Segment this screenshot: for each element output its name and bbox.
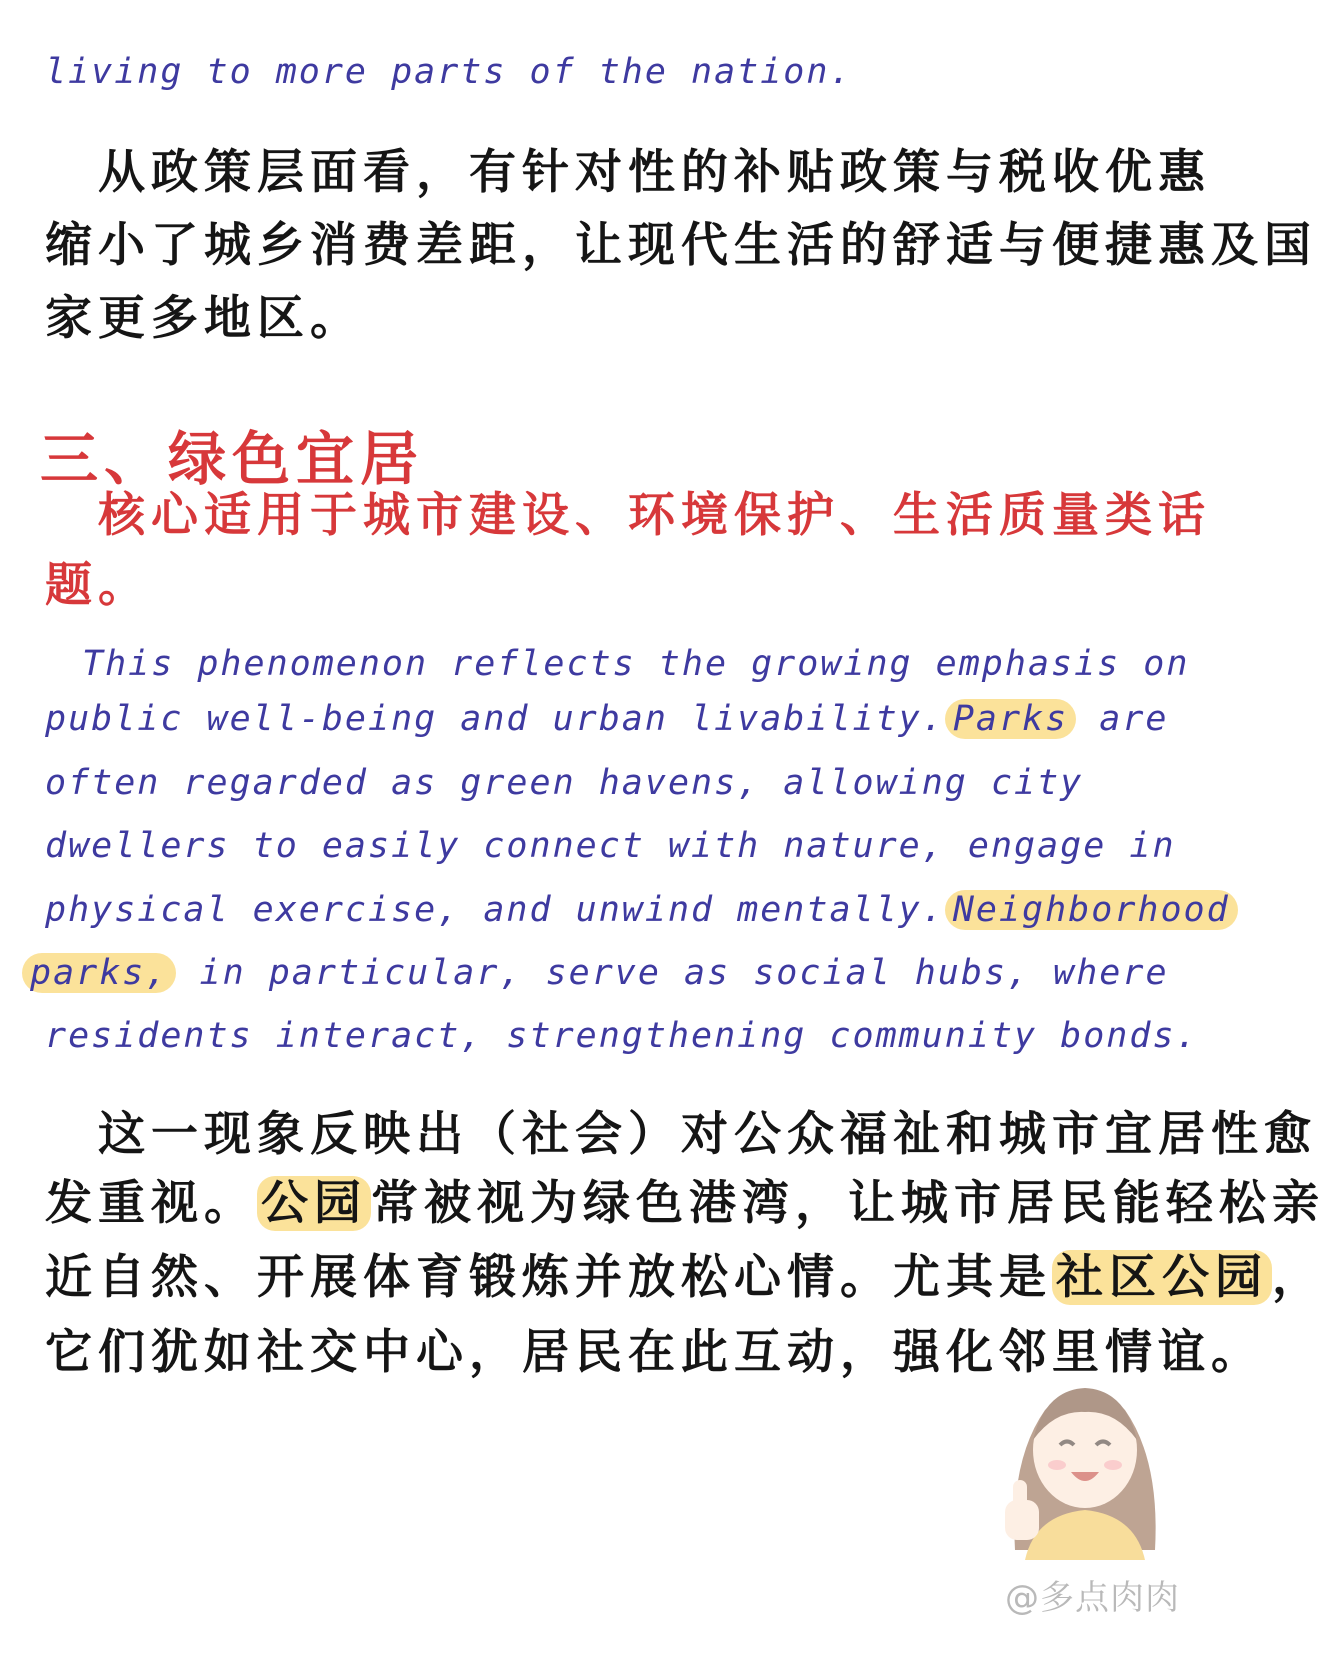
- english-paragraph-line-7: residents interact, strengthening community bonds.: [45, 1016, 1199, 1056]
- cartoon-girl-thumbs-up-icon: [985, 1340, 1185, 1560]
- english-line-2-text: public well-being and urban livability.: [45, 699, 945, 739]
- chinese-line-2-text: 发重视。: [45, 1176, 257, 1231]
- highlight-gongyuan: 公园: [257, 1176, 371, 1231]
- highlight-neighborhood: Neighborhood: [945, 890, 1238, 930]
- chinese-line-2-tail: 常被视为绿色港湾，让城市居民能轻松亲: [371, 1176, 1325, 1231]
- section-subtitle-line-2: 题。: [45, 558, 151, 613]
- highlight-parks-comma: parks,: [22, 953, 176, 993]
- section-subtitle-line-1: 核心适用于城市建设、环境保护、生活质量类话: [45, 488, 1211, 543]
- chinese-paragraph-2-line-3: [45, 1240, 1325, 1307]
- chinese-line-3-text: 近自然、开展体育锻炼并放松心情。尤其是: [45, 1250, 1052, 1305]
- english-line-6-text: in particular, serve as social hubs, where: [176, 953, 1169, 993]
- english-paragraph-line-6: [22, 953, 1169, 993]
- chinese-paragraph-1-line-2: 缩小了城乡消费差距，让现代生活的舒适与便捷惠及国: [45, 218, 1317, 273]
- english-line-5-text: physical exercise, and unwind mentally.: [45, 890, 945, 930]
- chinese-paragraph-2-line-1: 这一现象反映出（社会）对公众福祉和城市宜居性愈: [45, 1107, 1317, 1162]
- chinese-paragraph-1-line-1: 从政策层面看，有针对性的补贴政策与税收优惠: [45, 145, 1211, 200]
- english-paragraph-line-3: often regarded as green havens, allowing city: [45, 763, 1084, 803]
- english-line-top: living to more parts of the nation.: [45, 52, 853, 92]
- english-paragraph-line-2: [45, 699, 1168, 739]
- section-heading: 三、绿色宜居: [40, 425, 425, 493]
- highlight-parks: Parks: [945, 699, 1076, 739]
- english-paragraph-line-4: dwellers to easily connect with nature, engage in: [45, 826, 1176, 866]
- watermark: @多点肉肉: [1005, 1578, 1180, 1618]
- chinese-paragraph-2-line-2: [45, 1166, 1325, 1233]
- chinese-paragraph-2-line-4: 它们犹如社交中心，居民在此互动，强化邻里情谊。: [45, 1325, 1264, 1380]
- english-line-2-tail: are: [1076, 699, 1169, 739]
- english-paragraph-line-5: [45, 890, 1238, 930]
- chinese-paragraph-1-line-3: 家更多地区。: [45, 291, 363, 346]
- highlight-shequ-gongyuan: 社区公园: [1052, 1250, 1272, 1305]
- english-paragraph-line-1: This phenomenon reflects the growing emphasis on: [45, 644, 1190, 684]
- chinese-line-3-tail: ，: [1272, 1250, 1325, 1305]
